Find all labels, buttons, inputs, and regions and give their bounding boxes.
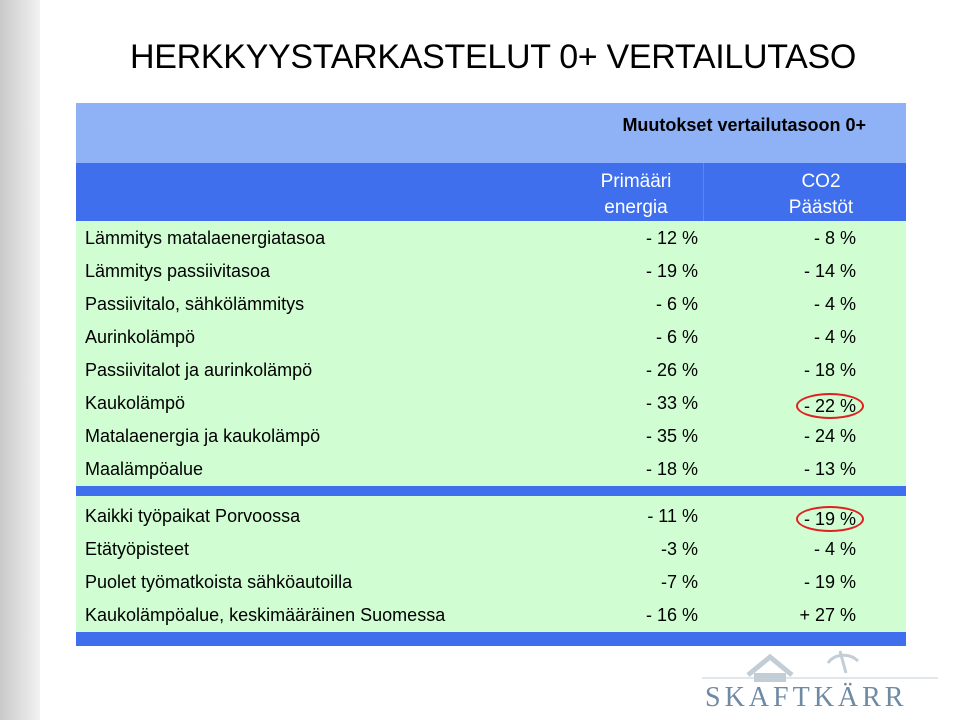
table-row: [76, 289, 906, 321]
co2-value: - 4 %: [813, 294, 856, 314]
primary-energy-value: - 19 %: [645, 261, 698, 281]
table-row: [76, 534, 906, 566]
co2-value: [716, 393, 856, 419]
table-row: [76, 355, 906, 387]
table-row: [76, 223, 906, 255]
primary-energy-value: - 16 %: [645, 605, 698, 625]
co2-value: - 19 %: [803, 572, 856, 592]
table-row: [76, 501, 906, 533]
highlight-circle: - 22 %: [796, 393, 864, 419]
page-title: HERKKYYSTARKASTELUT 0+ VERTAILUTASO: [130, 38, 857, 76]
primary-energy-value: - 35 %: [645, 426, 698, 446]
table-row: [76, 421, 906, 453]
primary-energy-value: -7 %: [660, 572, 698, 592]
table-row: [76, 454, 906, 486]
row-label: Kaikki työpaikat Porvoossa: [85, 506, 301, 526]
co2-value: - 18 %: [803, 360, 856, 380]
co2-value: - 8 %: [813, 228, 856, 248]
primary-energy-value: - 26 %: [645, 360, 698, 380]
skaftkarr-logo-text: SKAFTKÄRR: [705, 682, 908, 713]
row-label: Aurinkolämpö: [85, 327, 196, 347]
co2-value: - 4 %: [813, 539, 856, 559]
sensitivity-table: [76, 103, 906, 646]
row-label: Lämmitys matalaenergiatasoa: [85, 228, 326, 248]
row-label: Kaukolämpöalue, keskimääräinen Suomessa: [85, 605, 446, 625]
row-label: Puolet työmatkoista sähköautoilla: [85, 572, 353, 592]
co2-value: - 4 %: [813, 327, 856, 347]
table-bottom-bar: [76, 632, 906, 646]
table-row: [76, 322, 906, 354]
co2-value: - 24 %: [803, 426, 856, 446]
column-header-co2-line2: Päästöt: [788, 197, 854, 218]
row-label: Passiivitalo, sähkölämmitys: [85, 294, 305, 314]
column-header-primary-line1: Primääri: [600, 171, 672, 192]
column-header-primary-energy: [546, 169, 726, 221]
house-roof-icon: [748, 657, 792, 675]
table-caption: Muutokset vertailutasoon 0+: [622, 115, 866, 135]
group-separator: [76, 486, 906, 496]
primary-energy-value: - 11 %: [647, 506, 698, 526]
co2-value: [716, 506, 856, 532]
column-header-co2-line1: CO2: [801, 171, 841, 192]
primary-energy-value: -3 %: [660, 539, 698, 559]
primary-energy-value: - 6 %: [655, 294, 698, 314]
row-label: Kaukolämpö: [85, 393, 186, 413]
row-label: Passiivitalot ja aurinkolämpö: [85, 360, 313, 380]
column-header-primary-line2: energia: [604, 197, 668, 218]
row-label: Maalämpöalue: [85, 459, 204, 479]
co2-value: - 14 %: [803, 261, 856, 281]
co2-value: + 27 %: [799, 605, 856, 625]
column-header-co2: [736, 169, 906, 221]
row-label: Etätyöpisteet: [85, 539, 190, 559]
primary-energy-value: - 33 %: [645, 393, 698, 413]
table-row: [76, 567, 906, 599]
table-row: [76, 388, 906, 420]
primary-energy-value: - 6 %: [655, 327, 698, 347]
tree-branch-icon: [828, 651, 858, 673]
left-gradient-band: [0, 0, 40, 720]
primary-energy-value: - 12 %: [645, 228, 698, 248]
table-row: [76, 256, 906, 288]
row-label: Matalaenergia ja kaukolämpö: [85, 426, 321, 446]
co2-value: - 13 %: [803, 459, 856, 479]
highlight-circle: - 19 %: [796, 506, 864, 532]
primary-energy-value: - 18 %: [645, 459, 698, 479]
table-row: [76, 600, 906, 632]
row-label: Lämmitys passiivitasoa: [85, 261, 271, 281]
